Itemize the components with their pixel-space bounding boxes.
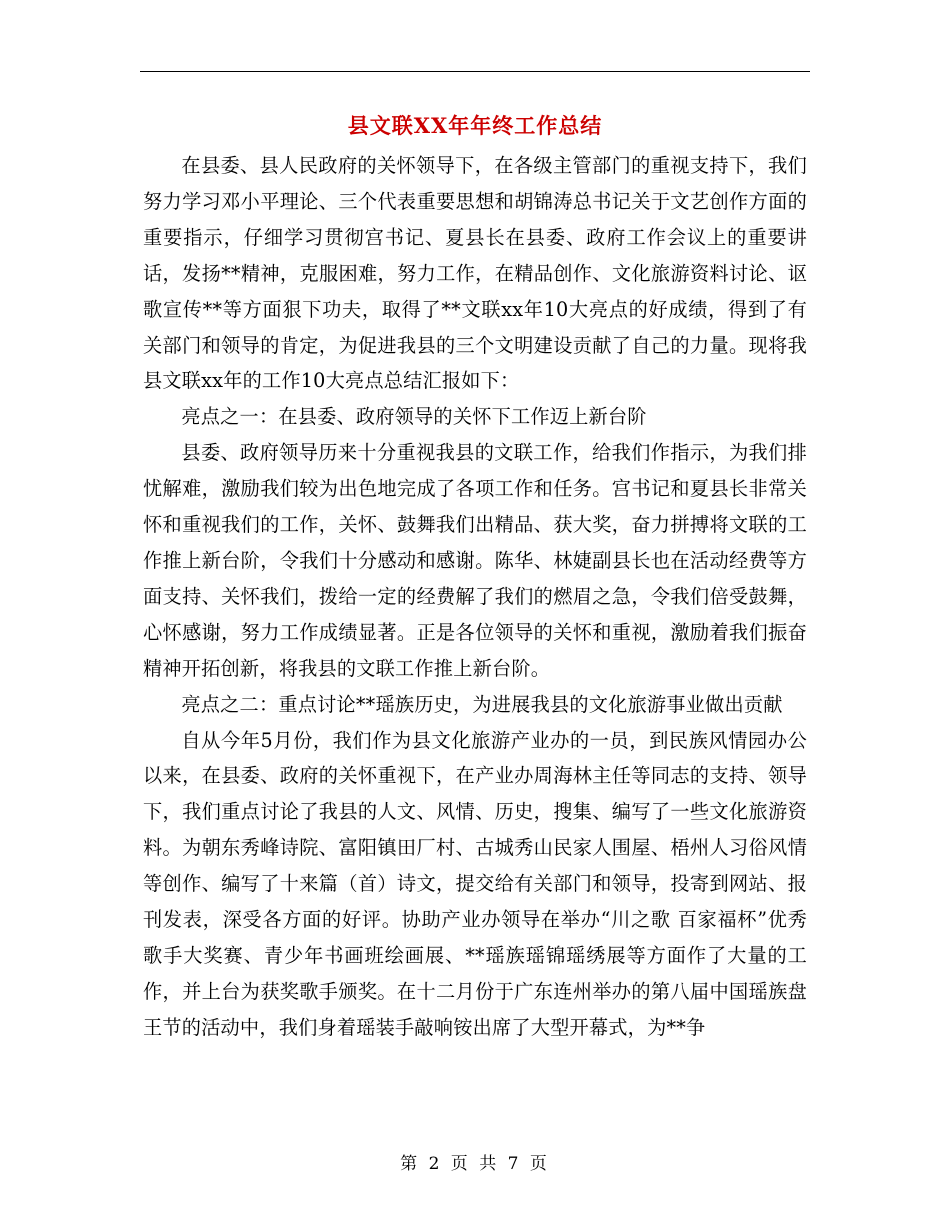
paragraph-highlight-2: 自从今年5月份，我们作为县文化旅游产业办的一员，到民族风情园办公以来，在县委、政府的关怀重视下，在产业办周海林主任等同志的支持、领导下，我们重点讨论了我县的人文、风情、历史，搜集、编写了一些文化旅游资料。为朝东秀峰诗院、富阳镇田厂村、古城秀山民家人围屋、梧州人习俗风情等创作、编写了十来篇（首）诗文，提交给有关部门和领导，投寄到网站、报刊发表，深受各方面的好评。协助产业办领导在举办“川之歌 百家福杯”优秀歌手大奖赛、青少年书画班绘画展、**瑶族瑶锦瑶绣展等方面作了大量的工作，并上台为获奖歌手颁奖。在十二月份于广东连州举办的第八届中国瑶族盘王节的活动中，我们身着瑶装手敲响铵出席了大型开幕式，为**争 [143, 728, 807, 1039]
header-rule [140, 71, 810, 72]
paragraph-intro: 在县委、县人民政府的关怀领导下，在各级主管部门的重视支持下，我们努力学习邓小平理论、三个代表重要思想和胡锦涛总书记关于文艺创作方面的重要指示，仔细学习贯彻宫书记、夏县长在县委、政府工作会议上的重要讲话，发扬**精神，克服困难，努力工作，在精品创作、文化旅游资料讨论、讴歌宣传**等方面狠下功夫，取得了**文联xx年10大亮点的好成绩，得到了有关部门和领导的肯定，为促进我县的三个文明建设贡献了自己的力量。现将我县文联xx年的工作10大亮点总结汇报如下： [143, 154, 807, 393]
page-number: 第 2 页 共 7 页 [400, 1154, 550, 1174]
document-title: 县文联XX年年终工作总结 [347, 113, 603, 138]
heading-highlight-1: 亮点之一：在县委、政府领导的关怀下工作迈上新台阶 [181, 405, 647, 429]
heading-highlight-2: 亮点之二：重点讨论**瑶族历史，为进展我县的文化旅游事业做出贡献 [181, 692, 783, 716]
paragraph-highlight-1: 县委、政府领导历来十分重视我县的文联工作，给我们作指示，为我们排忧解难，激励我们较为出色地完成了各项工作和任务。宫书记和夏县长非常关怀和重视我们的工作，关怀、鼓舞我们出精品、获大奖，奋力拼搏将文联的工作推上新台阶，令我们十分感动和感谢。陈华、林婕副县长也在活动经费等方面支持、关怀我们，拨给一定的经费解了我们的燃眉之急，令我们倍受鼓舞，心怀感谢，努力工作成绩显著。正是各位领导的关怀和重视，激励着我们振奋精神开拓创新，将我县的文联工作推上新台阶。 [143, 441, 807, 680]
document-body [143, 148, 807, 1046]
